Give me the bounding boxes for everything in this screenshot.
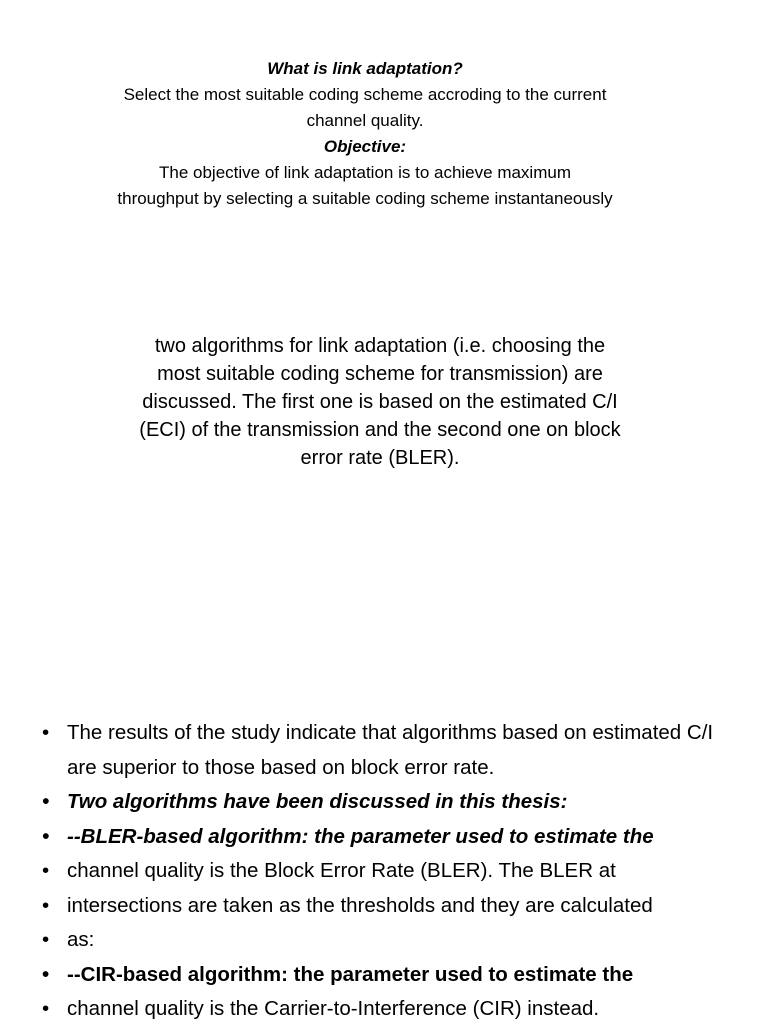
- bullet-item: • Two algorithms have been discussed in this thesis:: [40, 785, 740, 820]
- summary-line-2: most suitable coding scheme for transmission) are: [157, 363, 603, 385]
- intro-section: [40, 56, 690, 212]
- bullet-item: • intersections are taken as the thresholds and they are calculated: [40, 889, 740, 924]
- summary-line-4: (ECI) of the transmission and the second one on block: [139, 419, 621, 441]
- objective-line-2: throughput by selecting a suitable coding scheme instantaneously: [117, 189, 613, 208]
- bullet-item: • --CIR-based algorithm: the parameter used to estimate the: [40, 958, 740, 993]
- intro-question: What is link adaptation?: [267, 59, 463, 78]
- bullet-item: • channel quality is the Carrier-to-Interference (CIR) instead.: [40, 992, 740, 1027]
- objective-line-1: The objective of link adaptation is to achieve maximum: [159, 163, 571, 182]
- objective-heading: Objective:: [323, 137, 407, 156]
- results-bullet-list: [40, 716, 740, 1027]
- bullet-item: • channel quality is the Block Error Rate (BLER). The BLER at: [40, 854, 740, 889]
- summary-line-5: error rate (BLER).: [300, 447, 460, 469]
- summary-line-1: two algorithms for link adaptation (i.e. choosing the: [154, 335, 606, 357]
- bullet-item: • as:: [40, 923, 740, 958]
- summary-line-3: discussed. The first one is based on the estimated C/I: [142, 391, 618, 413]
- bullet-item: • --BLER-based algorithm: the parameter used to estimate the: [40, 820, 740, 855]
- bullet-item: • The results of the study indicate that algorithms based on estimated C/I are superior to those based on block error rate.: [40, 716, 740, 785]
- intro-answer-line-1: Select the most suitable coding scheme accroding to the current: [123, 85, 607, 104]
- intro-answer-line-2: channel quality.: [306, 111, 424, 130]
- algorithms-summary: [110, 332, 650, 472]
